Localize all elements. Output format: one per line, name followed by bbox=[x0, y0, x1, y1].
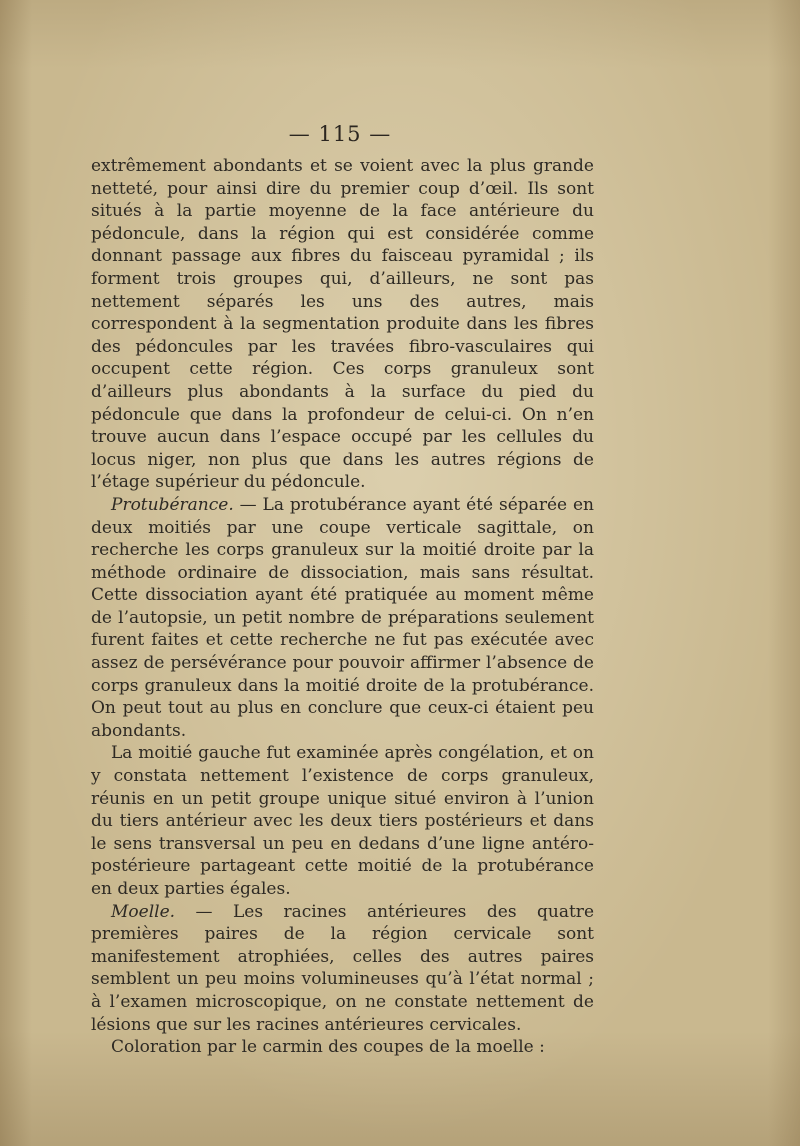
paragraph bbox=[91, 494, 594, 743]
paragraph bbox=[91, 155, 594, 494]
section-heading: Moelle. bbox=[111, 901, 176, 922]
paragraph-text: — Les racines antérieures des quatre premières paires de la région cervicale sont manifestement atrophiées, celles des autres paires semblent un peu moins volumineuses qu’à l’état normal ; à l’examen microscopique, on ne constate nettement de lésions que sur les racines antérieures cervicales. bbox=[91, 901, 594, 1035]
page-number: — 115 — bbox=[288, 122, 392, 146]
paragraph-text: extrêmement abondants et se voient avec la plus grande netteté, pour ainsi dire du premier coup d’œil. Ils sont situés à la partie moyenne de la face antérieure du pédoncule, dans la région qui est considérée comme donnant passage aux fibres du faisceau pyramidal ; ils forment trois groupes qui, d’ailleurs, ne sont pas nettement séparés les uns des autres, mais correspondent à la segmentation produite dans les fibres des pédoncules par les travées fibro-vasculaires qui occupent cette région. Ces corps granuleux sont d’ailleurs plus abondants à la surface du pied du pédoncule que dans la profondeur de celui-ci. On n’en trouve aucun dans l’espace occupé par les cellules du locus niger, non plus que dans les autres régions de l’étage supérieur du pédoncule. bbox=[91, 156, 594, 493]
body-text bbox=[91, 155, 594, 1059]
section-heading: Protubérance. bbox=[111, 494, 234, 515]
paragraph bbox=[91, 1036, 594, 1059]
paragraph-text: Coloration par le carmin des coupes de la moelle : bbox=[111, 1037, 545, 1058]
paragraph-text: — La protubérance ayant été séparée en deux moitiés par une coupe verticale sagittale, on recherche les corps granuleux sur la moitié droite par la méthode ordinaire de dissociation, mais sans résultat. Cette dissociation ayant été pratiquée au moment même de l’autopsie, un petit nombre de préparations seulement furent faites et cette recherche ne fut pas exécutée avec assez de persévérance pour pouvoir affirmer l’absence de corps granuleux dans la moitié droite de la protubérance. On peut tout au plus en conclure que ceux-ci étaient peu abondants. bbox=[91, 494, 594, 741]
paragraph-text: La moitié gauche fut examinée après congélation, et on y constata nettement l’existence de corps granuleux, réunis en un petit groupe unique situé environ à l’union du tiers antérieur avec les deux tiers postérieurs et dans le sens transversal un peu en dedans d’une ligne antéro-postérieure partageant cette moitié de la protubérance en deux parties égales. bbox=[91, 743, 594, 899]
paragraph bbox=[91, 901, 594, 1037]
paragraph bbox=[91, 742, 594, 900]
